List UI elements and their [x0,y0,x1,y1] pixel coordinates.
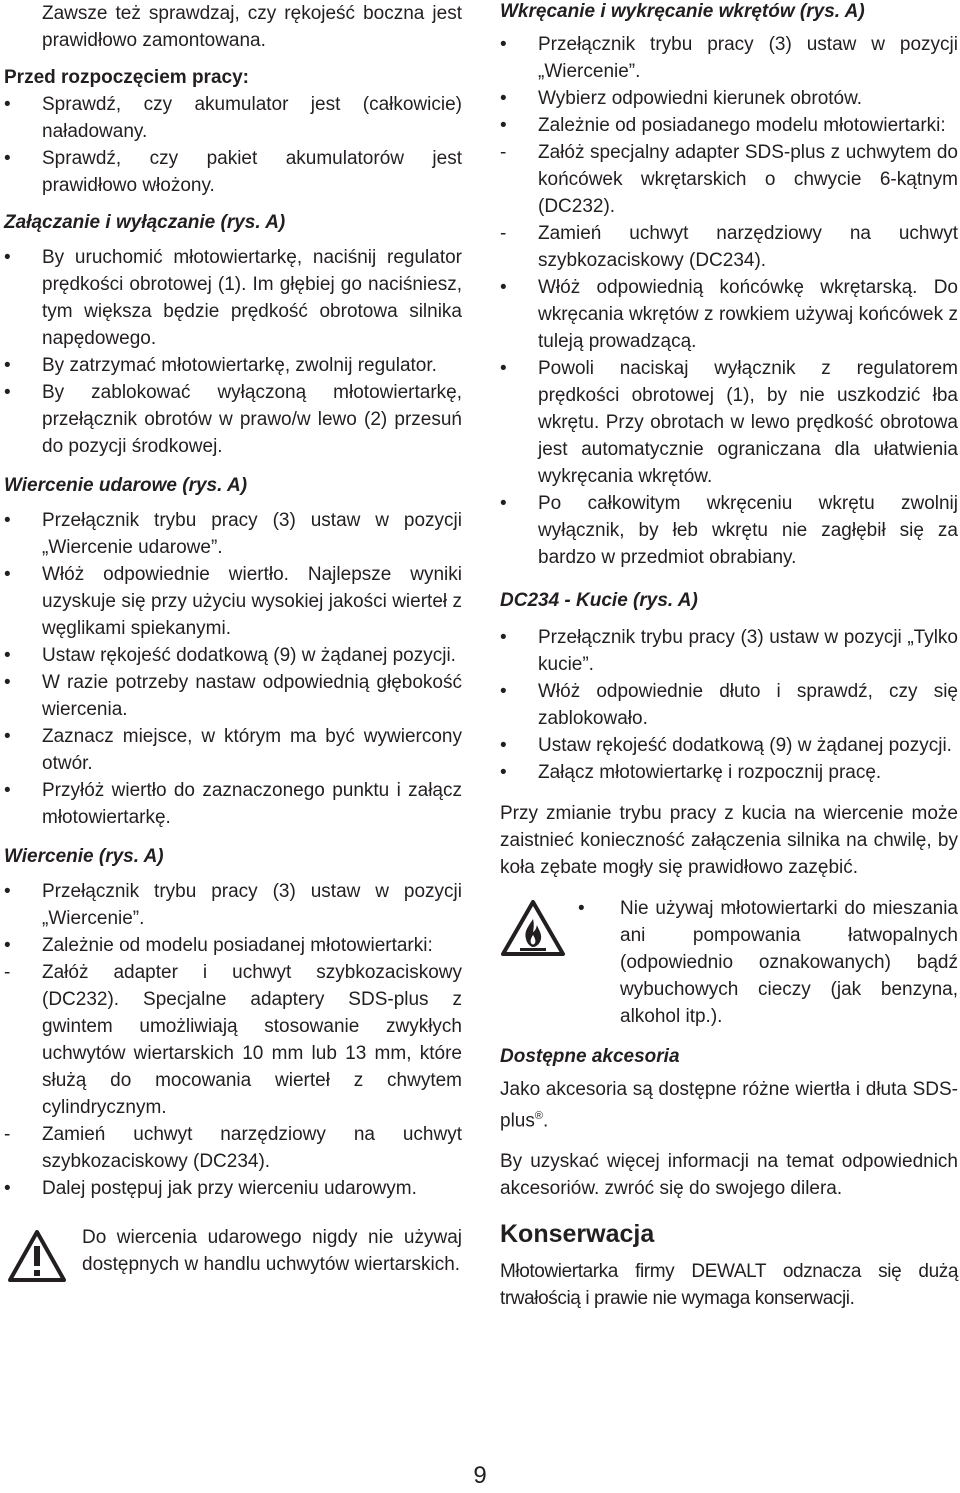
list-item [4,379,462,460]
onoff-heading: Załączanie i wyłączanie (rys. A) [4,212,286,233]
bullet-mark: • [500,34,507,55]
list-item-text: Załóż specjalny adapter SDS-plus z uchwytem do końcówek wkrętarskich o chwycie 6-kątnym (DC232). [538,142,958,217]
list-item-text: Powoli naciskaj wyłącznik z regulatorem prędkości obrotowej (1), by nie uszkodzić łba wkrętu. Przy obrotach w lewo prędkość obrotowa jest automatycznie ograniczana dla ułatwienia wykręcania wkrętów. [538,358,958,487]
list-item [4,561,462,642]
list-item-text: By zatrzymać młotowiertarkę, zwolnij regulator. [42,355,437,376]
before-work-heading: Przed rozpoczęciem pracy: [4,67,249,88]
list-item [500,31,958,85]
list-item [500,490,958,571]
list-item [500,624,958,678]
bullet-mark: • [4,247,11,268]
list-item-text: Włóż odpowiednie dłuto i sprawdź, czy się zablokowało. [538,681,958,729]
list-item-text: Przełącznik trybu pracy (3) ustaw w pozycji „Tylko kucie”. [538,627,958,675]
bullet-mark: • [4,645,11,666]
list-item-text: Dalej postępuj jak przy wierceniu udarowym. [42,1178,417,1199]
maintenance-text: Młotowiertarka firmy DEWALT odznacza się dużą trwałością i prawie nie wymaga konserwacji. [500,1261,958,1310]
before-work-list [4,91,462,199]
bullet-mark: • [4,355,11,376]
bullet-mark: - [500,142,507,163]
list-item-text: By zablokować wyłączoną młotowiertarkę, przełącznik obrotów w prawo/w lewo (2) przesuń do pozycji środkowej. [42,382,462,457]
chisel-heading: DC234 - Kucie (rys. A) [500,590,698,611]
left-column [4,0,462,1304]
accessories-text-end: . [542,1110,549,1132]
accessories-heading: Dostępne akcesoria [500,1046,680,1067]
accessories-text [500,1076,958,1134]
bullet-mark: • [500,358,507,379]
list-item [4,352,462,379]
list-item [4,959,462,1121]
flammable-triangle-icon [500,899,566,957]
list-item [500,678,958,732]
drill-heading: Wiercenie (rys. A) [4,846,164,867]
list-item [500,732,958,759]
list-item [4,507,462,561]
registered-mark: ® [534,1110,543,1122]
intro-text: Zawsze też sprawdzaj, czy rękojeść boczna jest prawidłowo zamontowana. [42,3,462,51]
list-item [500,274,958,355]
list-item-text: Sprawdź, czy pakiet akumulatorów jest prawidłowo włożony. [42,148,462,196]
right-column [500,0,958,1312]
list-item-text: W razie potrzeby nastaw odpowiednią głębokość wiercenia. [42,672,462,720]
list-item [500,355,958,490]
list-item-text: Ustaw rękojeść dodatkową (9) w żądanej pozycji. [538,735,952,756]
drill-list [4,878,462,1202]
accessories-dealer-text: By uzyskać więcej informacji na temat odpowiednich akcesoriów. zwróć się do swojego dilera. [500,1151,958,1200]
exclamation-triangle-icon [8,1230,66,1282]
list-item-text: Wybierz odpowiedni kierunek obrotów. [538,88,863,109]
list-item-text: Sprawdź, czy akumulator jest (całkowicie) naładowany. [42,94,462,142]
page-number: 9 [473,1462,487,1489]
accessories-text-main: Jako akcesoria są dostępne różne wiertła i dłuta SDS-plus [500,1079,958,1132]
list-item [4,91,462,145]
list-item [4,932,462,959]
list-item [4,244,462,352]
list-item [500,85,958,112]
bullet-mark: • [4,726,11,747]
list-item-text: Załącz młotowiertarkę i rozpocznij pracę. [538,762,882,783]
list-item [4,669,462,723]
list-item-text: Ustaw rękojeść dodatkową (9) w żądanej pozycji. [42,645,456,666]
bullet-mark: • [4,672,11,693]
list-item-text: Włóż odpowiednią końcówkę wkrętarską. Do wkręcania wkrętów z rowkiem używaj końcówek z tuleją prowadzącą. [538,277,958,352]
list-item [500,112,958,139]
list-item-text: Przełącznik trybu pracy (3) ustaw w pozycji „Wiercenie”. [42,881,462,929]
bullet-mark: • [4,94,11,115]
list-item-text: Włóż odpowiednie wiertło. Najlepsze wyniki uzyskuje się przy użyciu wysokiej jakości wierteł z węglikami spiekanymi. [42,564,462,639]
list-item [4,723,462,777]
bullet-mark: • [500,762,507,783]
bullet-mark: • [4,780,11,801]
hammer-drill-list [4,507,462,831]
bullet-mark: • [500,681,507,702]
bullet-mark: • [500,277,507,298]
screw-heading: Wkręcanie i wykręcanie wkrętów (rys. A) [500,1,865,22]
list-item [4,1175,462,1202]
bullet-mark: - [4,962,11,983]
bullet-mark: • [500,627,507,648]
list-item-text: Zamień uchwyt narzędziowy na uchwyt szybkozaciskowy (DC234). [42,1124,462,1172]
bullet-mark: • [4,935,11,956]
flammable-warning-item [578,895,958,1030]
list-item [500,139,958,220]
list-item-text: Przyłóż wiertło do zaznaczonego punktu i załącz młotowiertarkę. [42,780,462,828]
bullet-mark: • [578,898,585,919]
bullet-mark: • [500,115,507,136]
list-item-text: Zaznacz miejsce, w którym ma być wywiercony otwór. [42,726,462,774]
bullet-mark: • [4,510,11,531]
list-item-text: Załóż adapter i uchwyt szybkozaciskowy (DC232). Specjalne adaptery SDS-plus z gwintem umożliwiają stosowanie zwykłych uchwytów wiertarskich 10 mm lub 13 mm, które służą do mocowania wierteł z chwytem cylindrycznym. [42,962,462,1118]
bullet-mark: - [500,223,507,244]
chisel-list [500,624,958,786]
flammable-warning-text: Nie używaj młotowiertarki do mieszania ani pompowania łatwopalnych (odpowiednio oznakowanych) bądź wybuchowych cieczy (jak benzyna, alkohol itp.). [620,898,958,1027]
list-item-text: Zależnie od modelu posiadanej młotowiertarki: [42,935,433,956]
list-item-text: Zależnie od posiadanego modelu młotowiertarki: [538,115,946,136]
maintenance-heading: Konserwacja [500,1220,655,1249]
bullet-mark: • [4,881,11,902]
bullet-mark: • [500,735,507,756]
bullet-mark: • [4,148,11,169]
hammer-drill-heading: Wiercenie udarowe (rys. A) [4,475,248,496]
list-item [4,878,462,932]
list-item [500,220,958,274]
list-item-text: Przełącznik trybu pracy (3) ustaw w pozycji „Wiercenie”. [538,34,958,82]
bullet-mark: • [4,1178,11,1199]
list-item [4,777,462,831]
onoff-list [4,244,462,460]
flammable-warning [500,895,958,1035]
chuck-warning-text: Do wiercenia udarowego nigdy nie używaj dostępnych w handlu uchwytów wiertarskich. [82,1227,462,1275]
bullet-mark: • [500,88,507,109]
list-item-text: Przełącznik trybu pracy (3) ustaw w pozycji „Wiercenie udarowe”. [42,510,462,558]
list-item [500,759,958,786]
chuck-warning [4,1224,462,1304]
bullet-mark: • [500,493,507,514]
list-item [4,642,462,669]
mode-change-note: Przy zmianie trybu pracy z kucia na wiercenie może zaistnieć konieczność załączenia silnika na chwilę, by koła zębate mogły się prawidłowo zazębić. [500,803,958,878]
list-item [4,145,462,199]
bullet-mark: - [4,1124,11,1145]
list-item-text: Zamień uchwyt narzędziowy na uchwyt szybkozaciskowy (DC234). [538,223,958,271]
bullet-mark: • [4,382,11,403]
screw-list [500,31,958,571]
bullet-mark: • [4,564,11,585]
list-item-text: By uruchomić młotowiertarkę, naciśnij regulator prędkości obrotowej (1). Im głębiej go naciśniesz, tym większa będzie prędkość obrotowa silnika napędowego. [42,247,462,349]
list-item-text: Po całkowitym wkręceniu wkrętu zwolnij wyłącznik, by łeb wkrętu nie zagłębił się za bardzo w przedmiot obrabiany. [538,493,958,568]
list-item [4,1121,462,1175]
